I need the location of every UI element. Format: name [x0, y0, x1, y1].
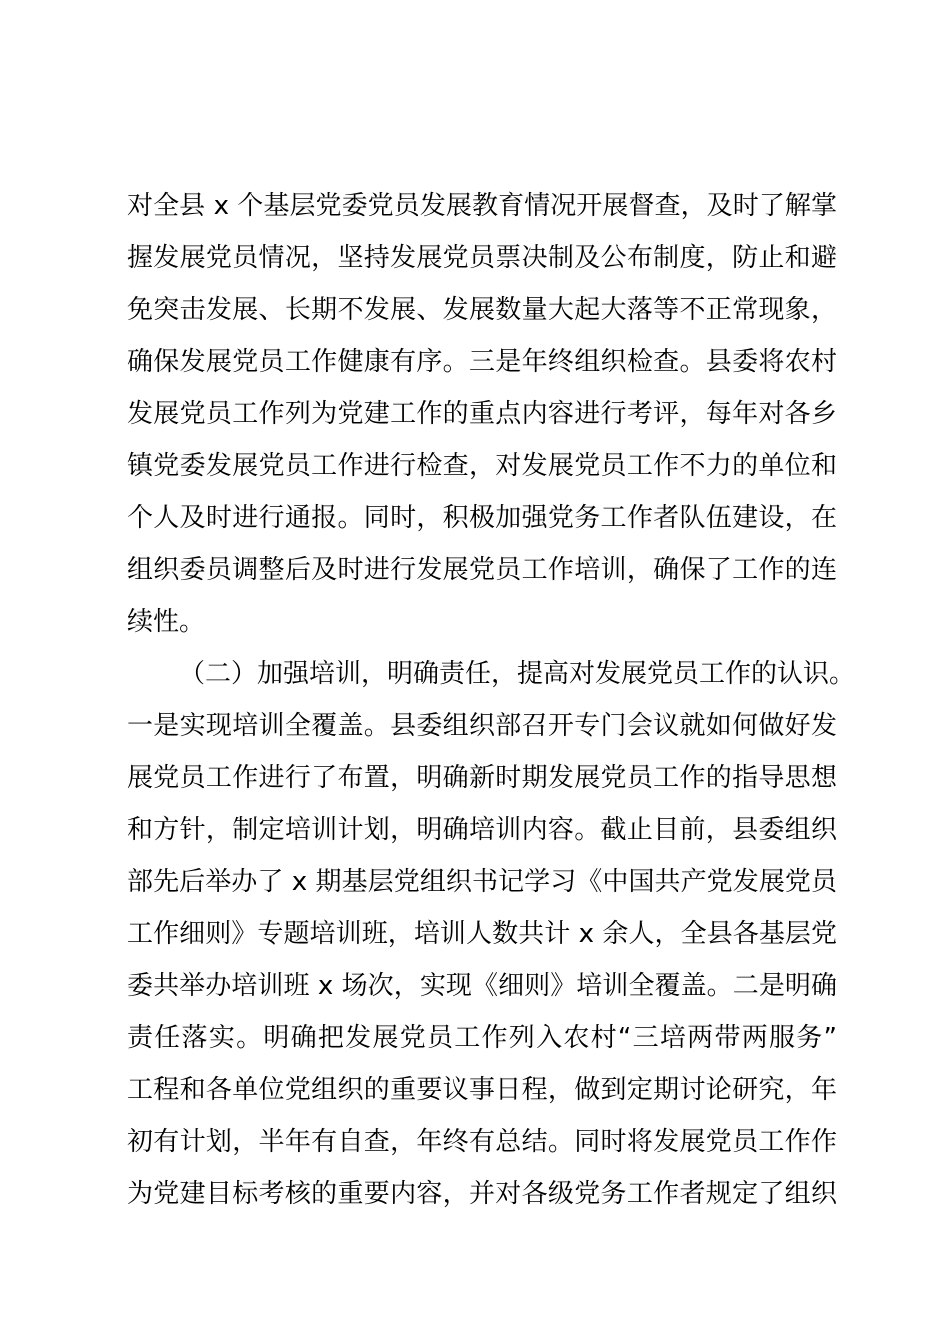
text-line-9: 续性。 [127, 607, 206, 637]
section-heading-line: （二）加强培训，明确责任，提高对发展党员工作的认识。 [179, 659, 856, 689]
text-line-12: 展党员工作进行了布置，明确新时期发展党员工作的指导思想 [127, 763, 837, 793]
text-line-5: 发展党员工作列为党建工作的重点内容进行考评，每年对各乡 [127, 399, 837, 429]
text-line-3: 免突击发展、长期不发展、发展数量大起大落等不正常现象， [127, 295, 837, 325]
text-line-19: 初有计划，半年有自查，年终有总结。同时将发展党员工作作 [127, 1127, 837, 1157]
text-line-20: 为党建目标考核的重要内容，并对各级党务工作者规定了组织 [127, 1179, 837, 1209]
text-line-2: 握发展党员情况，坚持发展党员票决制及公布制度，防止和避 [127, 243, 837, 273]
text-line-11: 一是实现培训全覆盖。县委组织部召开专门会议就如何做好发 [127, 711, 837, 741]
text-line-14: 部先后举办了 x 期基层党组织书记学习《中国共产党发展党员 [127, 867, 837, 897]
text-line-13: 和方针，制定培训计划，明确培训内容。截止目前，县委组织 [127, 815, 837, 845]
text-line-6: 镇党委发展党员工作进行检查，对发展党员工作不力的单位和 [127, 451, 837, 481]
text-line-17: 责任落实。明确把发展党员工作列入农村“三培两带两服务” [127, 1023, 837, 1053]
text-line-18: 工程和各单位党组织的重要议事日程，做到定期讨论研究，年 [127, 1075, 837, 1105]
text-line-1: 对全县 x 个基层党委党员发展教育情况开展督查，及时了解掌 [127, 191, 837, 221]
text-line-16: 委共举办培训班 x 场次，实现《细则》培训全覆盖。二是明确 [127, 971, 837, 1001]
text-line-8: 组织委员调整后及时进行发展党员工作培训，确保了工作的连 [127, 555, 837, 585]
text-line-4: 确保发展党员工作健康有序。三是年终组织检查。县委将农村 [127, 347, 837, 377]
text-line-7: 个人及时进行通报。同时，积极加强党务工作者队伍建设，在 [127, 503, 837, 533]
body-text [127, 180, 856, 1220]
text-line-15: 工作细则》专题培训班，培训人数共计 x 余人，全县各基层党 [127, 919, 837, 949]
